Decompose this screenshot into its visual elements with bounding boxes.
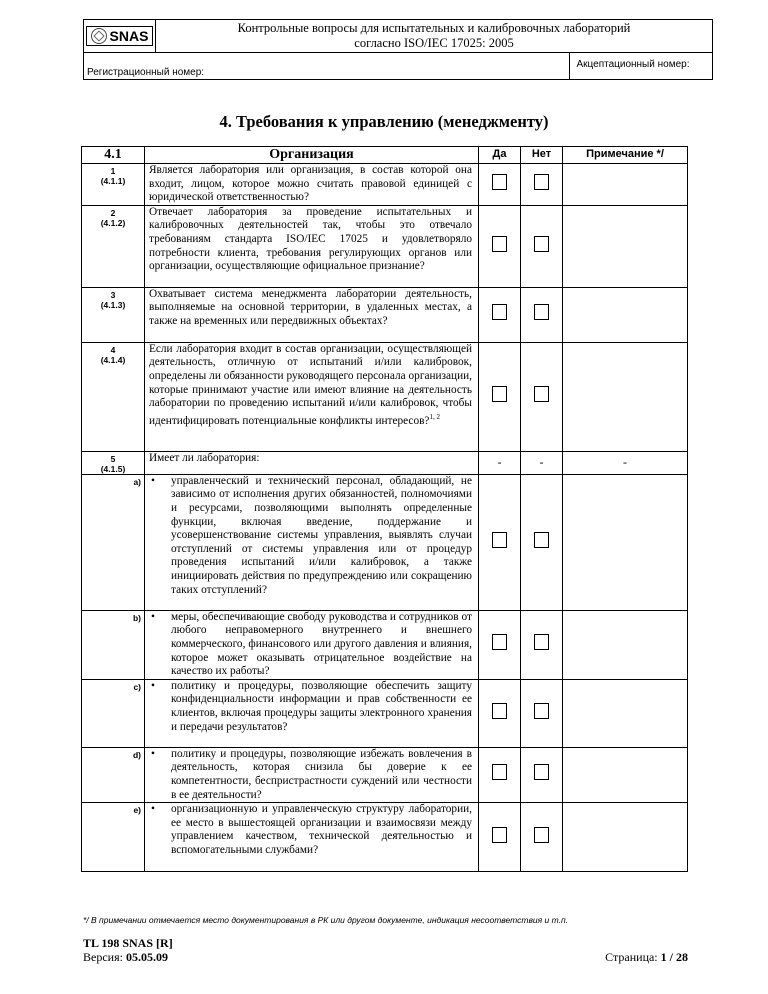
note-cell[interactable] [563, 287, 688, 342]
snas-logo: SNAS [86, 26, 154, 46]
table-row: 5 (4.1.5) Имеет ли лаборатория: - - - [82, 451, 688, 474]
yes-checkbox[interactable] [492, 304, 507, 320]
section-name: Организация [145, 147, 479, 164]
section-title: 4. Требования к управлению (менеджменту) [219, 112, 549, 131]
table-row: 3 (4.1.3) Охватывает система менеджмента лаборатории деятельность, выполняемые на основной территории, в удаленных местах, а также на временных или передвижных объектах? [82, 287, 688, 342]
checklist-table [81, 146, 688, 872]
table-row: 1 (4.1.1) Является лаборатория или организация, в состав которой она входит, лицом, которое можно считать правовой единицей с юридической ответственностью? [82, 164, 688, 206]
document-code: TL 198 SNAS [R] [83, 936, 173, 950]
document-header [83, 19, 713, 80]
logo-cell [84, 20, 156, 53]
registration-number-field: Регистрационный номер: [84, 53, 570, 80]
table-row: a) • управленческий и технический персонал, обладающий, не зависимо от исполнения других обязанностей, полномочиями и ресурсами, позволяющими выполнять определенные функции, включая введение, поддержание и усовершенствование системы управления, выявлять случаи отступлений от системы управления или от процедур проведения испытаний и/или калибровок, а также инициировать действия по предупреждению или сокращению таких отступлений? [82, 474, 688, 610]
yes-checkbox[interactable] [492, 634, 507, 650]
table-row: 2 (4.1.2) Отвечает лаборатория за проведение испытательных и калибровочных деятельностей так, чтобы это отвечало требованиям стандарта ISO/IEC 17025 и удовлетворяло потребности клиента, требования регулирующих органов или организации, осуществляющие официальное признание? [82, 205, 688, 287]
bullet: • [151, 610, 155, 623]
note-dash: - [563, 451, 688, 474]
yes-checkbox[interactable] [492, 703, 507, 719]
yes-checkbox[interactable] [492, 386, 507, 402]
table-row: d) • политику и процедуры, позволяющие избежать вовлечения в деятельность, которая снизила бы доверие к ее компетентности, беспристрастности суждений или честности в ее деятельности? [82, 747, 688, 802]
table-row: c) • политику и процедуры, позволяющие обеспечить защиту конфиденциальности информации и прав собственности ее клиентов, включая процедуры защиты электронного хранения и передачи результатов? [82, 679, 688, 747]
note-cell[interactable] [563, 474, 688, 610]
bullet: • [151, 803, 155, 816]
version-info: Версия: 05.05.09 [83, 950, 168, 964]
note-cell[interactable] [563, 679, 688, 747]
note-cell[interactable] [563, 205, 688, 287]
table-row: 4 (4.1.4) Если лаборатория входит в состав организации, осуществляющей деятельность, отличную от испытаний и/или калибровок, определены ли обязанности руководящего персонала организации, которые принимают участие или имеют влияние на деятельность лаборатории по проведению испытаний и/или калибровок, чтобы идентифицировать потенциальные конфликты интересов?$^{1, 2}$ [82, 342, 688, 451]
note-cell[interactable] [563, 803, 688, 872]
column-yes: Да [479, 147, 521, 164]
document-title: Контрольные вопросы для испытательных и калибровочных лабораторий согласно ISO/IEC 17025: 2005 [156, 20, 713, 53]
no-checkbox[interactable] [534, 174, 549, 190]
table-row: e) • организационную и управленческую структуру лаборатории, ее место в вышестоящей организации и взаимосвязи между управлением качеством, технической деятельностью и вспомогательными службами? [82, 803, 688, 872]
yes-checkbox[interactable] [492, 827, 507, 843]
acceptance-number-field: Акцептационный номер: [570, 53, 713, 80]
no-checkbox[interactable] [534, 634, 549, 650]
yes-checkbox[interactable] [492, 174, 507, 190]
note-cell[interactable] [563, 164, 688, 206]
no-checkbox[interactable] [534, 532, 549, 548]
no-checkbox[interactable] [534, 764, 549, 780]
footnote: */ В примечании отмечается место документирования в РК или другом документе, индикация несоответствия и т.п. [83, 915, 569, 925]
no-checkbox[interactable] [534, 827, 549, 843]
column-no: Нет [521, 147, 563, 164]
emblem-icon [91, 28, 107, 44]
table-row: b) • меры, обеспечивающие свободу руководства и сотрудников от любого неправомерного внутреннего и внешнего коммерческого, финансового или другого давления и влияния, которое может оказывать отрицательное воздействие на качество их работы? [82, 610, 688, 679]
yes-dash: - [479, 451, 521, 474]
bullet: • [151, 474, 155, 487]
no-dash: - [521, 451, 563, 474]
no-checkbox[interactable] [534, 304, 549, 320]
page-number: Страница: 1 / 28 [605, 950, 688, 964]
note-cell[interactable] [563, 747, 688, 802]
note-cell[interactable] [563, 610, 688, 679]
no-checkbox[interactable] [534, 386, 549, 402]
section-number: 4.1 [82, 147, 145, 164]
yes-checkbox[interactable] [492, 764, 507, 780]
no-checkbox[interactable] [534, 703, 549, 719]
table-header-row [82, 147, 688, 164]
no-checkbox[interactable] [534, 236, 549, 252]
yes-checkbox[interactable] [492, 532, 507, 548]
yes-checkbox[interactable] [492, 236, 507, 252]
bullet: • [151, 679, 155, 692]
note-cell[interactable] [563, 342, 688, 451]
column-note: Примечание */ [563, 147, 688, 164]
bullet: • [151, 747, 155, 760]
